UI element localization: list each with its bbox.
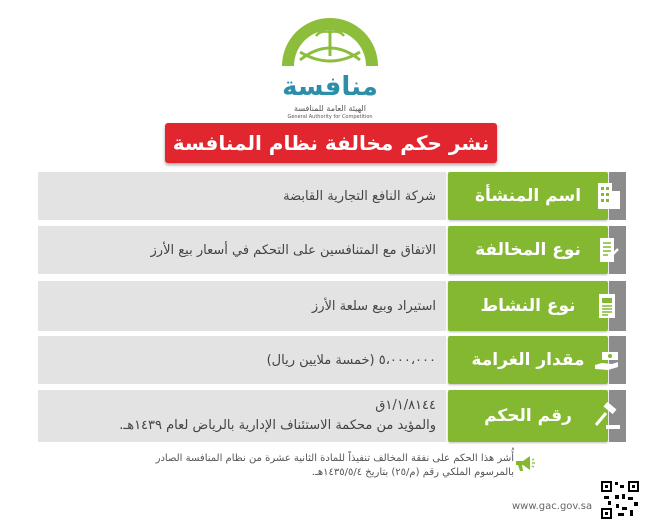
document-icon (590, 233, 624, 267)
qr-code[interactable] (600, 480, 640, 520)
logo-emblem-icon (270, 8, 390, 78)
gavel-icon (590, 399, 624, 433)
row-value-bg (38, 172, 446, 220)
gac-logo (270, 8, 390, 118)
row-value-bg (38, 226, 446, 274)
megaphone-icon (513, 452, 535, 478)
website-url[interactable]: www.gac.gov.sa (512, 501, 593, 512)
page-title: نشر حكم مخالفة نظام المنافسة (165, 123, 497, 163)
fine-amount-value: ٥،٠٠٠،٠٠٠ (خمسة ملايين ريال) (266, 352, 436, 368)
row-fine-amount (38, 336, 626, 384)
activity-type-value: استيراد وبيع سلعة الأرز (311, 298, 436, 314)
report-icon (590, 289, 624, 323)
establishment-value: شركة النافع التجارية القابضة (283, 188, 436, 204)
verdict-number-label: رقم الحكم (448, 390, 608, 442)
row-value-bg (38, 390, 446, 442)
logo-arabic-name: منافسة (282, 72, 378, 102)
row-violation-type (38, 226, 626, 274)
row-verdict-number (38, 390, 626, 442)
fine-amount-label: مقدار الغرامة (448, 336, 608, 384)
row-activity-type (38, 281, 626, 331)
establishment-label: اسم المنشأة (448, 172, 608, 220)
footer-note (130, 452, 514, 480)
logo-subtitle-en: General Authority for Competition (287, 114, 373, 120)
row-value-bg (38, 336, 446, 384)
row-value-bg (38, 281, 446, 331)
footer-note-line1: أُشر هذا الحكم على نفقة المخالف تنفيذاً للمادة الثانية عشرة من نظام المنافسة الصادر (155, 453, 514, 464)
row-establishment (38, 172, 626, 220)
violation-type-value: الاتفاق مع المتنافسين على التحكم في أسعار بيع الأرز (150, 242, 436, 258)
violation-type-label: نوع المخالفة (448, 226, 608, 274)
activity-type-label: نوع النشاط (448, 281, 608, 331)
verdict-court-value: والمؤيد من محكمة الاستئناف الإدارية بالرياض لعام ١٤٣٩هـ. (119, 418, 436, 433)
verdict-number-value: ١/١/٨١٤٤ق (375, 398, 436, 413)
footer-note-line2: بالمرسوم الملكي رقم (م/٢٥) بتاريخ ١٤٣٥/٥/٤هـ. (311, 467, 514, 478)
money-hand-icon (590, 343, 624, 377)
logo-subtitle-ar: الهيئة العامة للمنافسة (294, 104, 366, 113)
building-icon (590, 179, 624, 213)
